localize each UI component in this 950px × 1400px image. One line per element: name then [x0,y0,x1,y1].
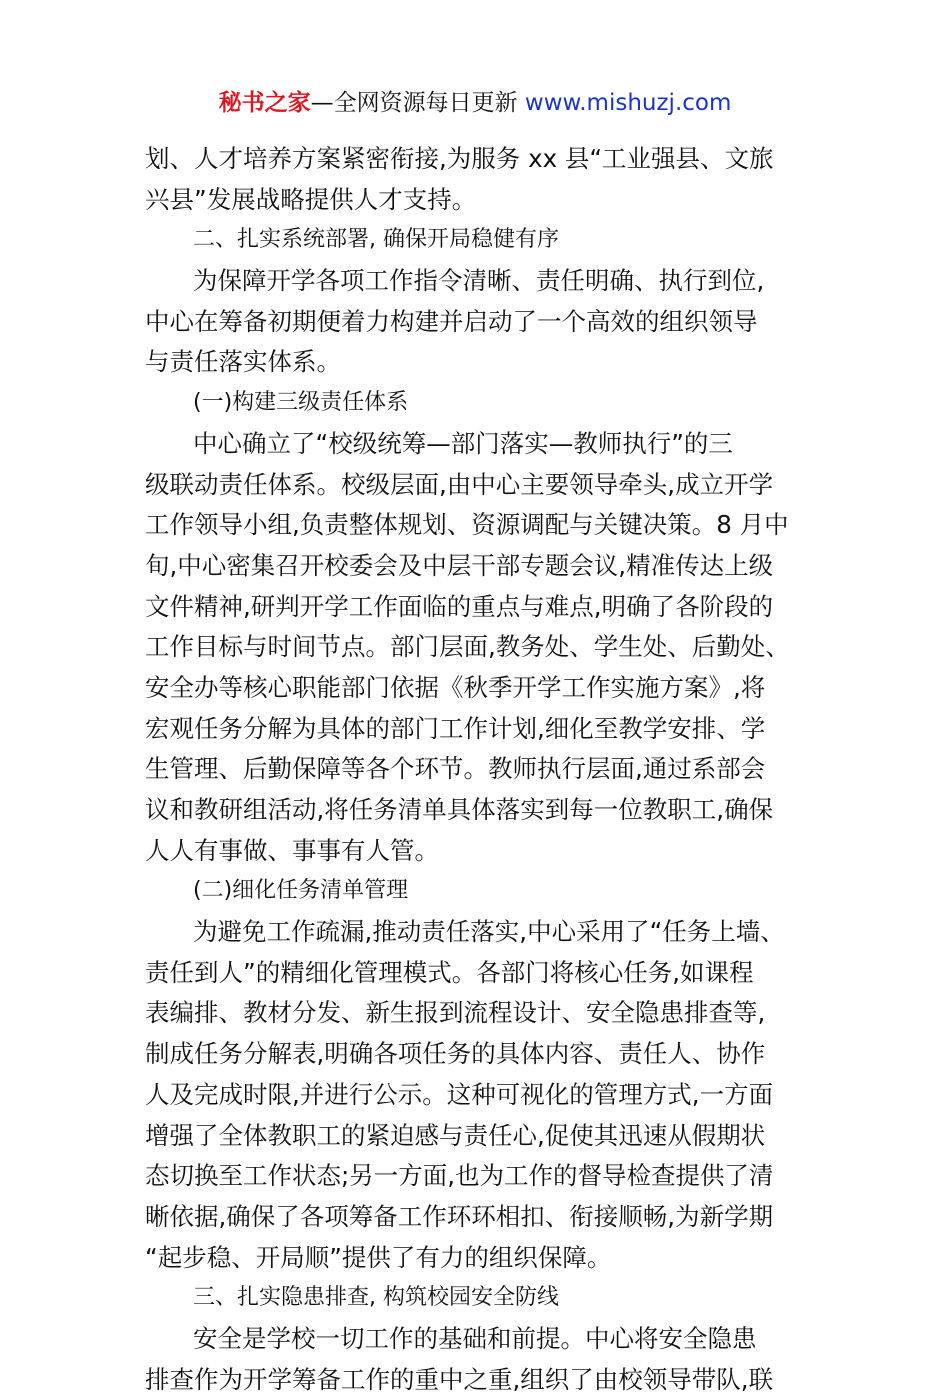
text-line: 与责任落实体系。 [145,347,341,377]
site-tagline: —全网资源每日更新 [310,90,525,116]
text-line: 兴县”发展战略提供人才支持。 [145,184,477,214]
text-line: 增强了全体教职工的紧迫感与责任心,促使其迅速从假期状 [145,1120,766,1150]
text-line: 为保障开学各项工作指令清晰、责任明确、执行到位, [193,266,765,296]
site-brand: 秘书之家 [218,90,311,116]
subsection-heading: (一)构建三级责任体系 [193,390,409,416]
text-line: 级联动责任体系。校级层面,由中心主要领导牵头,成立开学 [145,469,774,499]
text-line: 人及完成时限,并进行公示。这种可视化的管理方式,一方面 [145,1079,774,1109]
text-line: “起步稳、开局顺”提供了有力的组织保障。 [145,1242,612,1272]
text-line: 生管理、后勤保障等各个环节。教师执行层面,通过系部会 [145,754,766,784]
section-heading: 三、扎实隐患排查, 构筑校园安全防线 [193,1285,559,1311]
text-line: 为避免工作疏漏,推动责任落实,中心采用了“任务上墙、 [193,917,785,947]
document-body [145,139,810,1400]
text-line: 安全办等核心职能部门依据《秋季开学工作实施方案》,将 [145,672,766,702]
text-line: 排查作为开学筹备工作的重中之重,组织了由校领导带队,联 [145,1364,774,1394]
text-line: 安全是学校一切工作的基础和前提。中心将安全隐患 [193,1323,757,1353]
text-line: 工作领导小组,负责整体规划、资源调配与关键决策。8 月中 [145,510,789,540]
site-url-link[interactable]: www.mishuzj.com [524,90,732,116]
text-line: 表编排、教材分发、新生报到流程设计、安全隐患排查等, [145,998,766,1028]
text-line: 文件精神,研判开学工作面临的重点与难点,明确了各阶段的 [145,591,774,621]
text-line: 晰依据,确保了各项筹备工作环环相扣、衔接顺畅,为新学期 [145,1201,774,1231]
text-line: 划、人才培养方案紧密衔接,为服务 xx 县“工业强县、文旅 [145,144,774,173]
text-line: 旬,中心密集召开校委会及中层干部专题会议,精准传达上级 [145,550,774,580]
text-line: 责任到人”的精细化管理模式。各部门将核心任务,如课程 [145,957,754,987]
text-line: 中心确立了“校级统筹—部门落实—教师执行”的三 [193,428,733,458]
text-line: 议和教研组活动,将任务清单具体落实到每一位教职工,确保 [145,795,774,824]
subsection-heading: (二)细化任务清单管理 [193,878,409,904]
text-line: 中心在筹备初期便着力构建并启动了一个高效的组织领导 [145,306,758,336]
text-line: 宏观任务分解为具体的部门工作计划,细化至教学安排、学 [145,713,766,743]
text-line: 制成任务分解表,明确各项任务的具体内容、责任人、协作 [145,1039,766,1069]
text-line: 态切换至工作状态;另一方面,也为工作的督导检查提供了清 [145,1161,774,1191]
section-heading: 二、扎实系统部署, 确保开局稳健有序 [193,227,559,253]
text-line: 工作目标与时间节点。部门层面,教务处、学生处、后勤处、 [145,632,790,662]
site-header [0,86,950,120]
text-line: 人人有事做、事事有人管。 [145,835,439,865]
